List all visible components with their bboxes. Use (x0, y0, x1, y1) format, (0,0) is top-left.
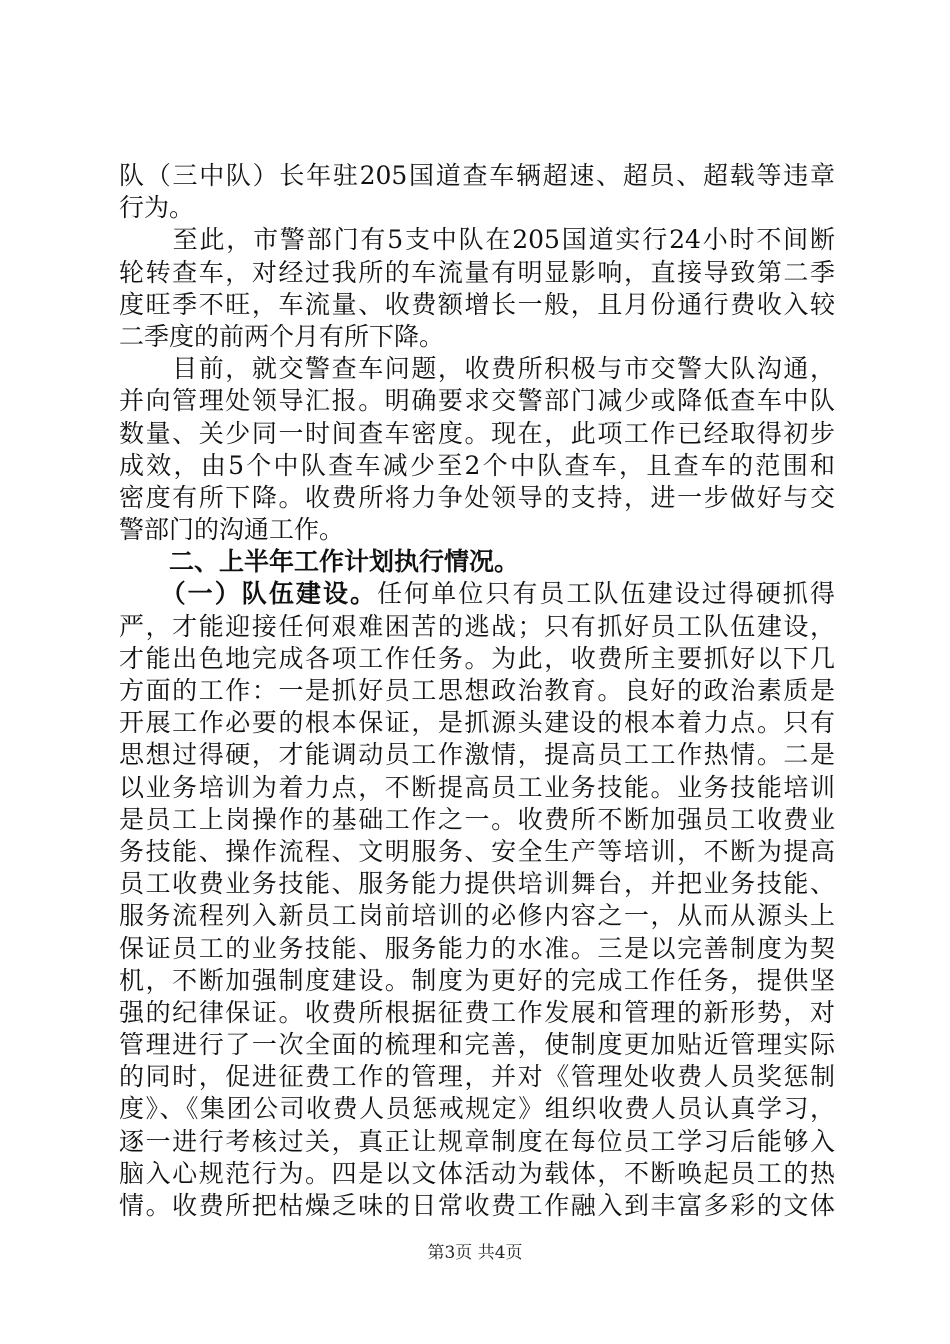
body-text-segment: 成效，由5个中队查车减少至2个中队查车，且查车的范围和 (119, 450, 835, 480)
body-text-segment: 才能出色地完成各项工作任务。为此，收费所主要抓好以下几 (119, 643, 835, 673)
text-line (119, 1126, 835, 1158)
body-text-segment: 员工收费业务技能、服务能力提供培训舞台，并把业务技能、 (119, 869, 835, 899)
text-line (119, 224, 835, 256)
body-text-segment: 的同时，促进征费工作的管理，并对《管理处收费人员奖惩制 (119, 1062, 835, 1092)
body-text-segment: 度》、《集团公司收费人员惩戒规定》组织收费人员认真学习， (119, 1094, 835, 1124)
text-line (119, 482, 835, 514)
text-line (119, 578, 835, 610)
body-text-segment: 方面的工作：一是抓好员工思想政治教育。良好的政治素质是 (119, 676, 835, 705)
text-line (119, 1093, 835, 1125)
text-line (119, 1061, 835, 1093)
body-text-segment: 轮转查车，对经过我所的车流量有明显影响，直接导致第二季 (119, 257, 835, 287)
body-text-segment: 开展工作必要的根本保证，是抓源头建设的根本着力点。只有 (119, 708, 835, 738)
body-text-segment: 服务流程列入新员工岗前培训的必修内容之一，从而从源头上 (119, 901, 835, 931)
text-line (119, 1029, 835, 1061)
text-line (119, 1190, 835, 1222)
body-text-segment: 并向管理处领导汇报。明确要求交警部门减少或降低查车中队 (119, 386, 835, 416)
text-line (119, 321, 835, 353)
body-text-segment: 脑入心规范行为。四是以文体活动为载体，不断唤起员工的热 (119, 1158, 835, 1188)
body-text-segment: 思想过得硬，才能调动员工作激情，提高员工工作热情。二是 (119, 740, 835, 770)
body-text-segment: 务技能、操作流程、文明服务、安全生产等培训，不断为提高 (119, 836, 835, 866)
text-line (119, 353, 835, 385)
text-line (119, 868, 835, 900)
body-text-segment: 逐一进行考核过关，真正让规章制度在每位员工学习后能够入 (119, 1126, 835, 1156)
body-text-segment: 保证员工的业务技能、服务能力的水准。三是以完善制度为契 (119, 933, 835, 963)
text-line (119, 289, 835, 321)
body-text-segment: 机，不断加强制度建设。制度为更好的完成工作任务，提供坚 (119, 965, 835, 995)
text-line (119, 933, 835, 965)
body-text-segment: 行为。 (119, 193, 195, 223)
heading-text: （一）队伍建设。 (119, 579, 378, 609)
body-text-segment: 队（三中队）长年驻205国道查车辆超速、超员、超载等违章 (119, 161, 835, 190)
page-footer: 第3页 共4页 (427, 1243, 523, 1263)
text-line (119, 997, 835, 1029)
body-text-segment: 管理进行了一次全面的梳理和完善，使制度更加贴近管理实际 (119, 1030, 835, 1060)
text-line (119, 643, 835, 675)
text-line (119, 707, 835, 739)
text-line (119, 1158, 835, 1190)
body-text-segment: 目前，就交警查车问题，收费所积极与市交警大队沟通， (119, 354, 835, 384)
body-text-segment: 至此，市警部门有5支中队在205国道实行24小时不间断 (119, 225, 835, 255)
body-text-segment: 情。收费所把枯燥乏味的日常收费工作融入到丰富多彩的文体 (119, 1191, 835, 1220)
text-line (119, 418, 835, 450)
text-line (119, 546, 835, 578)
body-text-segment: 是员工上岗操作的基础工作之一。收费所不断加强员工收费业 (119, 804, 835, 834)
body-text-segment: 强的纪律保证。收费所根据征费工作发展和管理的新形势，对 (119, 997, 835, 1027)
body-text-segment: 严，才能迎接任何艰难困苦的逃战；只有抓好员工队伍建设， (119, 611, 835, 641)
text-line (119, 450, 835, 482)
heading-text: 二、上半年工作计划执行情况。 (119, 547, 520, 577)
body-text-segment: 度旺季不旺，车流量、收费额增长一般，且月份通行费收入较 (119, 289, 835, 319)
text-line (119, 804, 835, 836)
body-text-segment: 警部门的沟通工作。 (119, 515, 345, 545)
text-line (119, 836, 835, 868)
body-text-segment: 二季度的前两个月有所下降。 (119, 321, 445, 351)
body-text-segment: 数量、关少同一时间查车密度。现在，此项工作已经取得初步 (119, 418, 835, 448)
text-line (119, 257, 835, 289)
text-line (119, 611, 835, 643)
text-line (119, 514, 835, 546)
text-line (119, 192, 835, 224)
text-line (119, 965, 835, 997)
body-text-segment: 任何单位只有员工队伍建设过得硬抓得 (377, 579, 835, 609)
text-line (119, 772, 835, 804)
text-line (119, 675, 835, 707)
text-line (119, 900, 835, 932)
text-line (119, 739, 835, 771)
document-body (119, 160, 835, 1222)
text-line (119, 385, 835, 417)
body-text-segment: 以业务培训为着力点，不断提高员工业务技能。业务技能培训 (119, 772, 835, 802)
text-line (119, 160, 835, 192)
body-text-segment: 密度有所下降。收费所将力争处领导的支持，进一步做好与交 (119, 482, 835, 512)
